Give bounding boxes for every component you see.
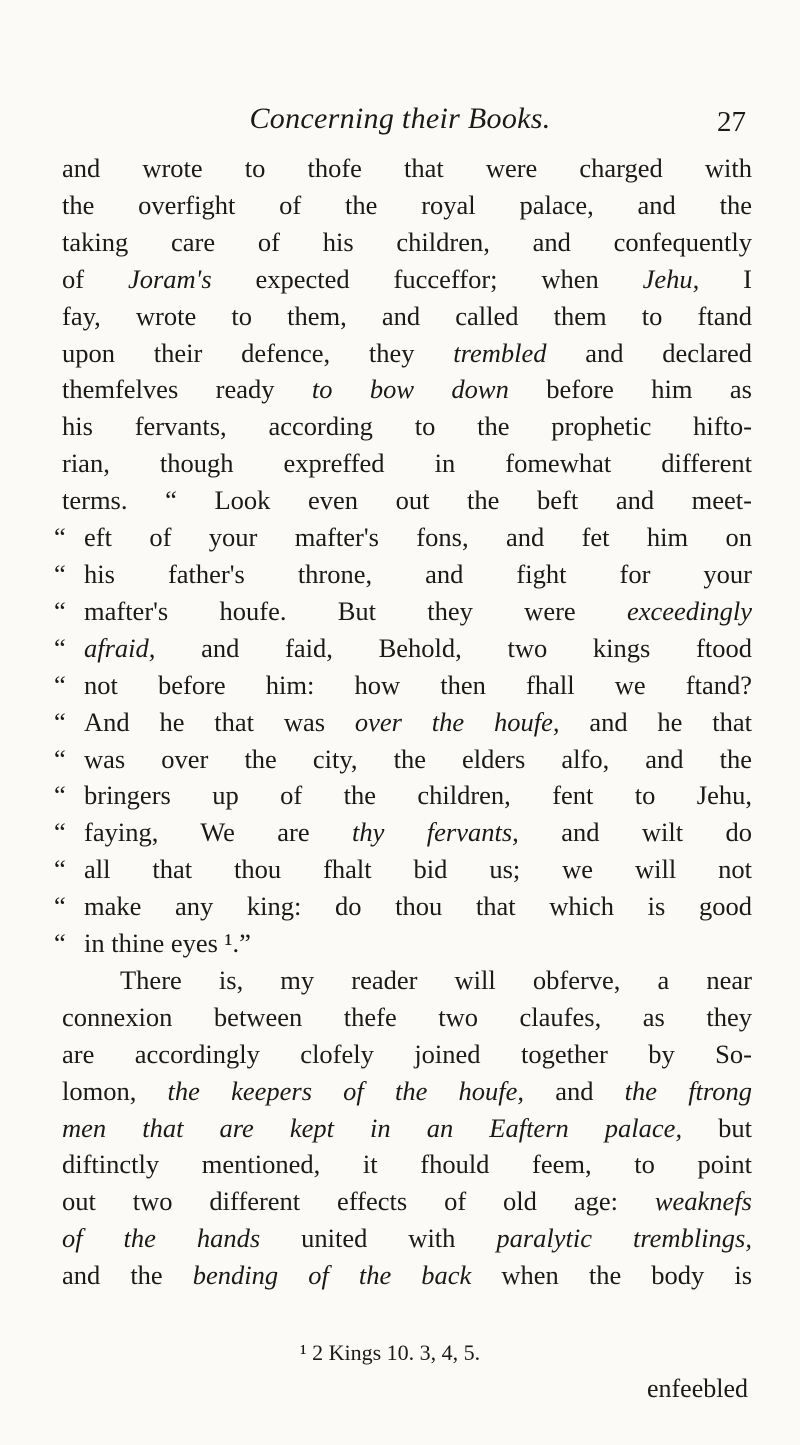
italic-text: the keepers of the houfe, <box>167 1075 525 1106</box>
italic-text: men that are kept in an Eaftern palace, <box>62 1112 683 1143</box>
text-run: I <box>699 263 753 294</box>
text-line <box>62 335 752 372</box>
text-line <box>62 1257 752 1294</box>
quote-mark: “ <box>54 817 66 848</box>
text-run: rian, though expreffed in fomewhat different <box>62 448 752 479</box>
text-line <box>62 1146 752 1183</box>
quote-mark: “ <box>54 780 66 811</box>
quote-mark: “ <box>54 891 66 922</box>
text-run: diftinctly mentioned, it fhould feem, to point <box>62 1149 752 1180</box>
text-line <box>62 224 752 261</box>
text-run: and wilt do <box>518 817 752 848</box>
text-run: not before him: how then fhall we ftand? <box>84 669 752 700</box>
text-line <box>62 1220 752 1257</box>
text-line <box>54 777 752 814</box>
italic-text: trembled <box>453 337 547 368</box>
text-line <box>54 519 752 556</box>
text-run: fay, wrote to them, and called them to ftand <box>62 300 752 331</box>
text-line <box>54 667 752 704</box>
text-line <box>62 1036 752 1073</box>
italic-text: over the houfe, <box>354 706 560 737</box>
text-run: expected fucceffor; when <box>211 263 643 294</box>
text-run: before him as <box>508 374 752 405</box>
italic-text: Joram's <box>127 263 212 294</box>
text-run: when the body is <box>471 1260 753 1291</box>
text-run: connexion between thefe two claufes, as they <box>62 1001 752 1032</box>
text-run: upon their defence, they <box>62 337 454 368</box>
text-run: terms. “ Look even out the beft and meet- <box>62 485 752 516</box>
italic-text: exceedingly <box>626 595 752 626</box>
text-run: are accordingly clofely joined together by So- <box>62 1038 752 1069</box>
footnote-area <box>0 1340 800 1420</box>
text-run: There is, my reader will obferve, a near <box>120 964 752 995</box>
text-line <box>54 741 752 778</box>
text-line <box>54 556 752 593</box>
italic-text: Jehu, <box>642 263 700 294</box>
text-run: but <box>682 1112 752 1143</box>
text-line <box>54 888 752 925</box>
text-run: and the <box>62 1260 193 1291</box>
text-run: the overfight of the royal palace, and the <box>62 189 752 220</box>
text-run: all that thou fhalt bid us; we will not <box>84 854 752 885</box>
text-line <box>54 814 752 851</box>
italic-text: weaknefs <box>654 1186 752 1217</box>
text-run: and faid, Behold, two kings ftood <box>155 632 752 663</box>
text-run: was over the city, the elders alfo, and the <box>84 743 752 774</box>
quote-mark: “ <box>54 522 66 553</box>
text-line <box>62 261 752 298</box>
text-line <box>54 704 752 741</box>
text-run: faying, We are <box>84 817 353 848</box>
text-line <box>54 593 752 630</box>
quote-mark: “ <box>54 632 66 663</box>
text-run: mafter's houfe. But they were <box>84 595 627 626</box>
text-line <box>62 150 752 187</box>
italic-text: to bow down <box>311 374 509 405</box>
text-run: eft of your mafter's fons, and fet him on <box>84 522 752 553</box>
text-run: and he that <box>559 706 752 737</box>
text-line <box>62 962 752 999</box>
quote-mark: “ <box>54 743 66 774</box>
text-line <box>62 482 752 519</box>
text-line <box>62 999 752 1036</box>
running-head <box>0 102 800 146</box>
text-line <box>62 408 752 445</box>
text-line <box>62 187 752 224</box>
italic-text: afraid, <box>84 632 156 663</box>
italic-text: bending of the back <box>192 1260 472 1291</box>
text-line <box>62 371 752 408</box>
quote-mark: “ <box>54 854 66 885</box>
text-run: united with <box>260 1223 497 1254</box>
text-line <box>62 445 752 482</box>
text-run: and declared <box>546 337 752 368</box>
footnote: ¹ 2 Kings 10. 3, 4, 5. <box>300 1340 481 1365</box>
text-run: his father's throne, and fight for your <box>84 558 752 589</box>
text-run: and <box>524 1075 625 1106</box>
quote-mark: “ <box>54 669 66 700</box>
running-title: Concerning their Books. <box>249 102 551 135</box>
text-run: in thine eyes ¹.” <box>84 928 251 959</box>
text-run: make any king: do thou that which is good <box>84 891 752 922</box>
italic-text: thy fervants, <box>352 817 519 848</box>
italic-text: the ftrong <box>624 1075 752 1106</box>
quote-mark: “ <box>54 558 66 589</box>
text-run: themfelves ready <box>62 374 312 405</box>
text-line <box>62 1110 752 1147</box>
quote-mark: “ <box>54 928 66 959</box>
text-run: bringers up of the children, fent to Jehu, <box>84 780 752 811</box>
quote-mark: “ <box>54 595 66 626</box>
text-line <box>54 851 752 888</box>
text-line <box>62 1073 752 1110</box>
italic-text: of the hands <box>62 1223 261 1254</box>
catchword: enfeebled <box>646 1374 748 1403</box>
text-run: out two different effects of old age: <box>62 1186 655 1217</box>
text-line <box>54 925 752 962</box>
text-run: his fervants, according to the prophetic hifto- <box>62 411 752 442</box>
text-run: taking care of his children, and confequently <box>62 226 752 257</box>
text-run: of <box>62 263 128 294</box>
text-run: lomon, <box>62 1075 168 1106</box>
page-number: 27 <box>717 106 746 138</box>
text-run: And he that was <box>84 706 355 737</box>
body-text <box>54 150 753 1294</box>
italic-text: paralytic tremblings, <box>496 1223 752 1254</box>
quote-mark: “ <box>54 706 66 737</box>
text-run: and wrote to thofe that were charged with <box>62 153 752 183</box>
text-line <box>62 1183 752 1220</box>
text-line <box>62 298 752 335</box>
text-line <box>54 630 752 667</box>
